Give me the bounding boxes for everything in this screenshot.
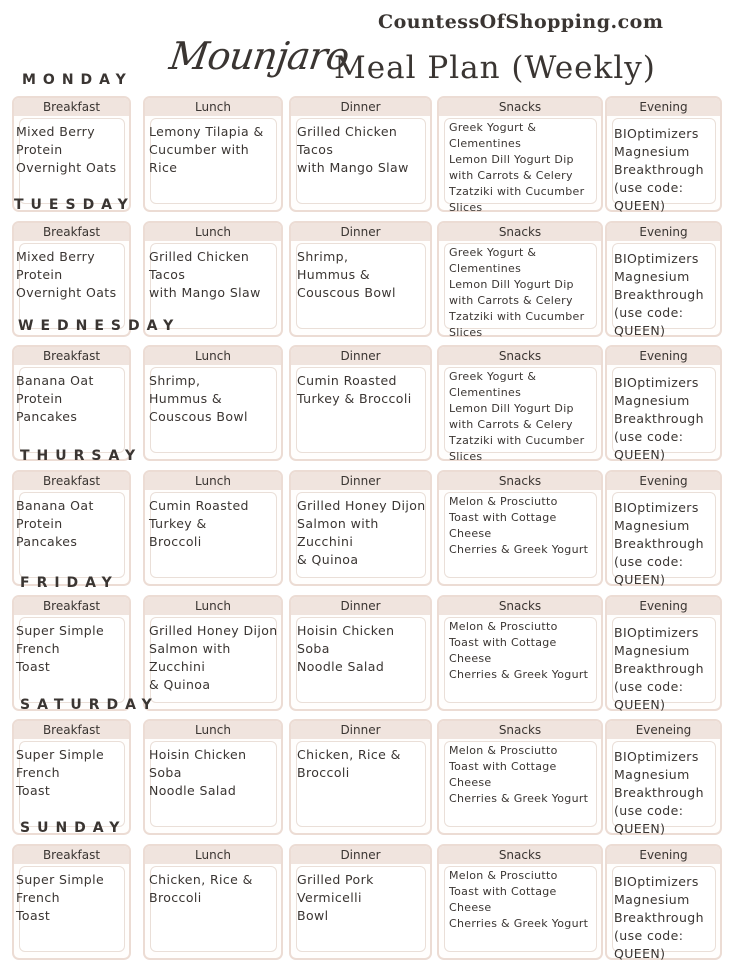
snacks-header: Snacks [439,223,601,241]
evening-text: BIOptimizers Magnesium Breakthrough (use code: QUEEN) [614,251,704,338]
evening-header: Eveneing [607,721,720,739]
breakfast-text: Banana Oat Protein Pancakes [16,498,94,549]
saturday-dinner-card [289,719,432,835]
evening-header: Evening [607,597,720,615]
thursday-snacks-card [437,470,603,586]
wednesday-breakfast-card [12,345,131,461]
monday-lunch-card [143,96,283,212]
saturday-evening-card [605,719,722,835]
monday-evening-card [605,96,722,212]
dinner-text: Cumin Roasted Turkey & Broccoli [297,373,412,406]
dinner-text: Shrimp, Hummus & Couscous Bowl [297,249,396,300]
evening-header: Evening [607,472,720,490]
evening-text: BIOptimizers Magnesium Breakthrough (use code: QUEEN) [614,375,704,462]
day-label-monday: MONDAY [22,72,133,88]
dinner-header: Dinner [291,98,430,116]
evening-header: Evening [607,98,720,116]
tuesday-dinner-card [289,221,432,337]
breakfast-text: Super Simple French Toast [16,747,105,798]
snacks-text: Greek Yogurt & Clementines Lemon Dill Yogurt Dip with Carrots & Celery Tzatziki with Cucumber Slices [449,246,585,339]
breakfast-header: Breakfast [14,597,129,615]
evening-header: Evening [607,223,720,241]
friday-lunch-card [143,595,283,711]
dinner-text: Grilled Honey Dijon Salmon with Zucchini & Quinoa [297,498,426,567]
page-title: Meal Plan (Weekly) [334,50,656,86]
evening-text: BIOptimizers Magnesium Breakthrough (use code: QUEEN) [614,749,704,836]
snacks-text: Melon & Prosciutto Toast with Cottage Cheese Cherries & Greek Yogurt [449,495,589,556]
wednesday-dinner-card [289,345,432,461]
snacks-header: Snacks [439,98,601,116]
day-label-tuesday: TUESDAY [14,197,135,213]
thursday-evening-card [605,470,722,586]
breakfast-header: Breakfast [14,223,129,241]
saturday-lunch-card [143,719,283,835]
dinner-text: Grilled Pork Vermicelli Bowl [297,872,374,923]
dinner-header: Dinner [291,846,430,864]
snacks-text: Melon & Prosciutto Toast with Cottage Cheese Cherries & Greek Yogurt [449,620,589,681]
thursday-lunch-card [143,470,283,586]
evening-text: BIOptimizers Magnesium Breakthrough (use code: QUEEN) [614,500,704,587]
saturday-breakfast-card [12,719,131,835]
evening-header: Evening [607,846,720,864]
lunch-text: Grilled Chicken Tacos with Mango Slaw [149,249,261,300]
snacks-header: Snacks [439,721,601,739]
friday-breakfast-card [12,595,131,711]
lunch-text: Shrimp, Hummus & Couscous Bowl [149,373,248,424]
snacks-text: Melon & Prosciutto Toast with Cottage Cheese Cherries & Greek Yogurt [449,744,589,805]
evening-text: BIOptimizers Magnesium Breakthrough (use code: QUEEN) [614,126,704,213]
day-label-saturday: SATURDAY [20,697,159,713]
dinner-header: Dinner [291,347,430,365]
breakfast-header: Breakfast [14,472,129,490]
monday-snacks-card [437,96,603,212]
evening-header: Evening [607,347,720,365]
sunday-snacks-card [437,844,603,960]
thursday-breakfast-card [12,470,131,586]
monday-breakfast-card [12,96,131,212]
monday-dinner-card [289,96,432,212]
site-name: CountessOfShopping.com [378,11,664,33]
dinner-header: Dinner [291,223,430,241]
evening-text: BIOptimizers Magnesium Breakthrough (use code: QUEEN) [614,625,704,712]
snacks-header: Snacks [439,597,601,615]
lunch-header: Lunch [145,721,281,739]
lunch-header: Lunch [145,846,281,864]
tuesday-snacks-card [437,221,603,337]
breakfast-text: Super Simple French Toast [16,872,105,923]
lunch-header: Lunch [145,597,281,615]
wednesday-lunch-card [143,345,283,461]
breakfast-header: Breakfast [14,721,129,739]
lunch-text: Hoisin Chicken Soba Noodle Salad [149,747,247,798]
thursday-dinner-card [289,470,432,586]
dinner-text: Hoisin Chicken Soba Noodle Salad [297,623,395,674]
breakfast-header: Breakfast [14,846,129,864]
tuesday-evening-card [605,221,722,337]
lunch-header: Lunch [145,223,281,241]
lunch-text: Grilled Honey Dijon Salmon with Zucchini & Quinoa [149,623,278,692]
wednesday-evening-card [605,345,722,461]
evening-text: BIOptimizers Magnesium Breakthrough (use code: QUEEN) [614,874,704,961]
snacks-header: Snacks [439,347,601,365]
breakfast-text: Super Simple French Toast [16,623,105,674]
dinner-header: Dinner [291,721,430,739]
breakfast-text: Mixed Berry Protein Overnight Oats [16,249,117,300]
dinner-header: Dinner [291,597,430,615]
snacks-text: Greek Yogurt & Clementines Lemon Dill Yogurt Dip with Carrots & Celery Tzatziki with Cucumber Slices [449,370,585,463]
wednesday-snacks-card [437,345,603,461]
lunch-text: Cumin Roasted Turkey & Broccoli [149,498,249,549]
day-label-sunday: SUNDAY [20,820,127,836]
friday-evening-card [605,595,722,711]
sunday-evening-card [605,844,722,960]
lunch-header: Lunch [145,347,281,365]
script-title: Mounjaro [166,34,352,78]
dinner-text: Chicken, Rice & Broccoli [297,747,401,780]
dinner-header: Dinner [291,472,430,490]
day-label-friday: FRIDAY [20,575,119,591]
snacks-header: Snacks [439,472,601,490]
friday-dinner-card [289,595,432,711]
sunday-lunch-card [143,844,283,960]
lunch-header: Lunch [145,98,281,116]
sunday-breakfast-card [12,844,131,960]
snacks-text: Melon & Prosciutto Toast with Cottage Cheese Cherries & Greek Yogurt [449,869,589,930]
sunday-dinner-card [289,844,432,960]
snacks-text: Greek Yogurt & Clementines Lemon Dill Yogurt Dip with Carrots & Celery Tzatziki with Cucumber Slices [449,121,585,214]
lunch-text: Lemony Tilapia & Cucumber with Rice [149,124,264,175]
friday-snacks-card [437,595,603,711]
breakfast-text: Mixed Berry Protein Overnight Oats [16,124,117,175]
snacks-header: Snacks [439,846,601,864]
lunch-header: Lunch [145,472,281,490]
day-label-thursday: THURSAY [20,448,143,464]
lunch-text: Chicken, Rice & Broccoli [149,872,253,905]
breakfast-text: Banana Oat Protein Pancakes [16,373,94,424]
breakfast-header: Breakfast [14,347,129,365]
dinner-text: Grilled Chicken Tacos with Mango Slaw [297,124,409,175]
saturday-snacks-card [437,719,603,835]
breakfast-header: Breakfast [14,98,129,116]
day-label-wednesday: WEDNESDAY [18,318,181,334]
